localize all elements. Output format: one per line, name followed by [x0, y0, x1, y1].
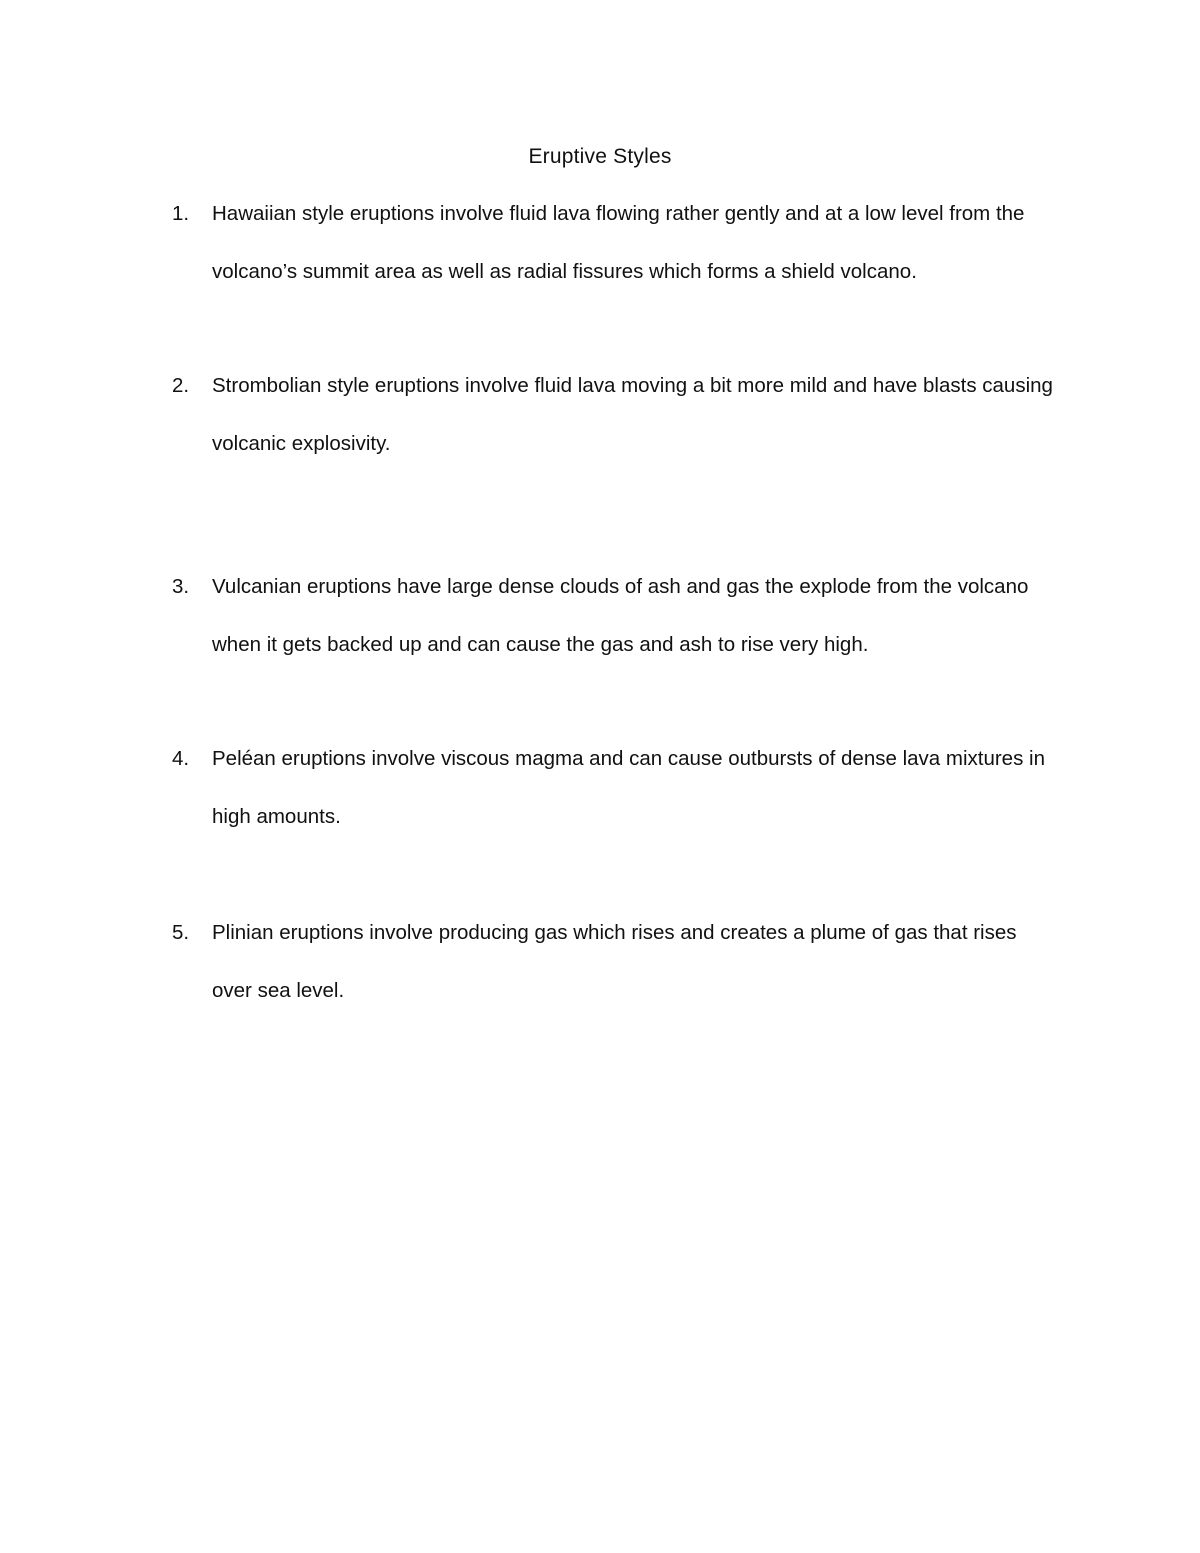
list-item-number: 2.	[172, 374, 190, 397]
list-item	[172, 185, 1062, 301]
list-item	[172, 558, 1062, 674]
list-item	[172, 904, 1062, 1020]
list-item-number: 4.	[172, 747, 190, 770]
list-item-number: 1.	[172, 202, 190, 225]
list-item	[172, 730, 1062, 846]
list-item	[172, 357, 1062, 473]
list-item-text: Strombolian style eruptions involve fluid lava moving a bit more mild and have blasts causing volcanic explosivity.	[212, 374, 1053, 455]
list-item-number: 3.	[172, 575, 190, 598]
list-item-text: Hawaiian style eruptions involve fluid lava flowing rather gently and at a low level from the volcano’s summit area as well as radial fissures which forms a shield volcano.	[212, 202, 1025, 283]
document-title: Eruptive Styles	[528, 145, 672, 168]
list-item-text: Peléan eruptions involve viscous magma and can cause outbursts of dense lava mixtures in high amounts.	[212, 747, 1045, 828]
list-item-text: Plinian eruptions involve producing gas which rises and creates a plume of gas that rises over sea level.	[212, 921, 1017, 1002]
list-item-text: Vulcanian eruptions have large dense clouds of ash and gas the explode from the volcano when it gets backed up and can cause the gas and ash to rise very high.	[212, 575, 1029, 656]
list-item-number: 5.	[172, 921, 190, 944]
